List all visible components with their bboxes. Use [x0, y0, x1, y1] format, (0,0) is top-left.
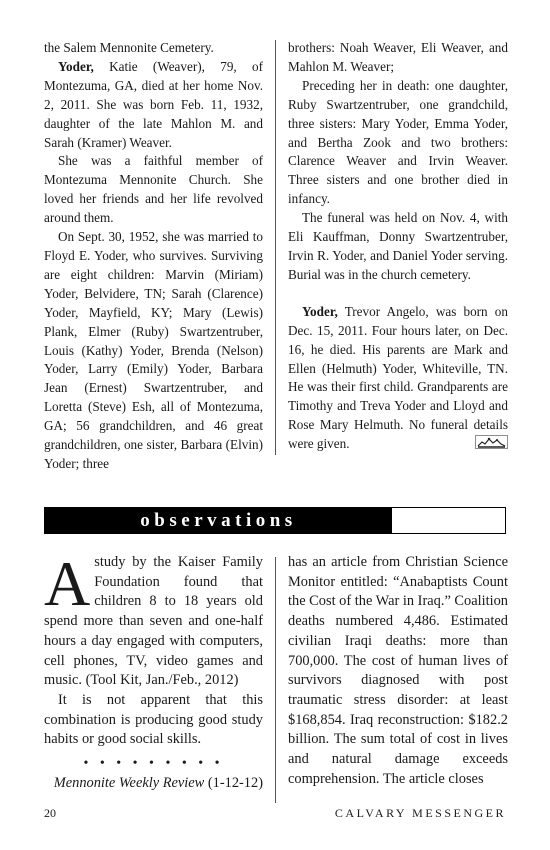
obituary-paragraph: Preceding her in death: one daughter, Ruby Swartzentruber, one grandchild, three sisters: Mary Yoder, Emma Yoder, and Bertha Zook and two brothers: Clarence Weaver and Irvin Weaver. Three sisters and one brother died in infancy. — [288, 77, 508, 207]
drop-cap: A — [44, 548, 91, 619]
observations-column-right — [288, 553, 508, 789]
obituary-text: Trevor Angelo, was born on Dec. 15, 2011. Four hours later, on Dec. 16, he died. His parents are Mark and Ellen (Helmuth) Yoder, Whiteville, TN. He was their first child. Grandparents are Timothy and Treva Yoder and Lloyd and Rose Mary Helmuth. No funeral details were given. — [288, 303, 508, 452]
page-number: 20 — [44, 806, 56, 820]
section-end-ornament-icon — [475, 435, 508, 449]
column-divider — [275, 557, 276, 803]
article-paragraph: It is not apparent that this combination is producing good study habits or good social skills. — [44, 691, 263, 748]
obituary-paragraph — [288, 303, 508, 454]
obituary-paragraph: the Salem Mennonite Cemetery. — [44, 40, 214, 55]
source-title: Mennonite Weekly Review — [53, 774, 205, 791]
running-footer-title: CALVARY MESSENGER — [334, 806, 506, 820]
article-paragraph: has an article from Christian Science Monitor entitled: “Anabaptists Count the Cost of the War in Iraq.” Coalition deaths numbered 4,486. Estimated civilian Iraqi deaths: more than 700,000. The cost of human lives of survivors diagnosed with post traumatic stress disorder: at least $168,854. Iraq reconstruction: $182.2 billion. The sum total of cost in lives and natural damage exceeds comprehension. The article closes — [288, 554, 508, 787]
source-date: (1-12-12) — [204, 774, 263, 791]
obituary-paragraph — [44, 58, 263, 153]
column-divider — [275, 40, 276, 455]
obituary-paragraph: brothers: Noah Weaver, Eli Weaver, and Mahlon M. Weaver; — [288, 40, 508, 74]
dot-separator: • • • • • • • • • — [83, 756, 224, 772]
obituary-paragraph: The funeral was held on Nov. 4, with Eli Kauffman, Donny Swartzentruber, Irvin R. Yoder, and Daniel Yoder serving. Burial was in the church cemetery. — [288, 210, 508, 282]
section-title: observations — [140, 510, 297, 531]
obituary-surname: Yoder, — [58, 58, 94, 74]
article-text: study by the Kaiser Family Foundation found that children 8 to 18 years old spend more than seven and one-half hours a day engaged with computers, cell phones, TV, video games and music. (Tool Kit, Jan./Feb., 2012) — [44, 554, 263, 689]
obituary-text: Katie (Weaver), 79, of Montezuma, GA, died at her home Nov. 2, 2011. She was born Feb. 11, 1932, daughter of the late Mahlon M. and Sarah (Kramer) Weaver. — [44, 58, 263, 150]
obituary-surname: Yoder, — [302, 303, 338, 319]
article-paragraph — [44, 548, 263, 691]
obituary-paragraph: On Sept. 30, 1952, she was married to Floyd E. Yoder, who survives. Surviving are eight children: Marvin (Miriam) Yoder, Belvidere, TN; Sarah (Clarence) Yoder, Mayfield, KY; Mary (Lewis) Plank, Elmer (Ruby) Swartzentruber, Louis (Kathy) Yoder, Brenda (Nelson) Yoder, Larry (Emily) Yoder, Barbara Jean (Ernest) Swartzentruber, and Loretta (Steve) Esh, all of Montezuma, GA; 56 grandchildren, and 46 great grandchildren, one sister, Barbara (Elvin) Yoder; three — [44, 229, 263, 471]
obituary-paragraph: She was a faithful member of Montezuma Mennonite Church. She loved her friends and her life revolved around them. — [44, 153, 263, 226]
observations-column-left — [44, 548, 263, 793]
source-citation — [44, 774, 263, 794]
obituary-column-right — [288, 39, 508, 454]
obituary-column-left — [44, 39, 263, 474]
observations-banner — [44, 507, 506, 534]
